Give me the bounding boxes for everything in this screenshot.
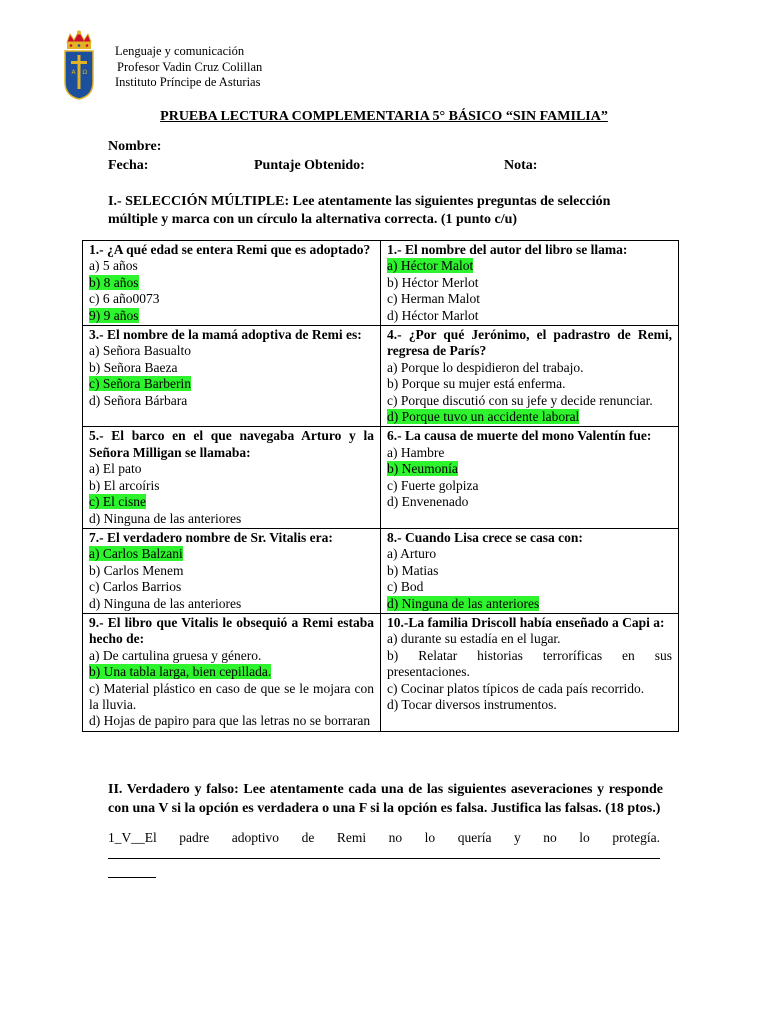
option-text[interactable]: a) Porque lo despidieron del trabajo. — [387, 359, 584, 375]
option-text[interactable]: b) Señora Baeza — [89, 359, 178, 375]
section1-text: Lee atentamente las siguientes preguntas de selección múltiple y marca con un círculo la alternativa correcta. (1 punto c/u) — [108, 194, 611, 227]
option-row — [387, 409, 672, 425]
option-text[interactable]: b) El arcoíris — [89, 477, 160, 493]
option-row — [387, 393, 672, 409]
highlighted-option[interactable]: 9) 9 años — [89, 307, 139, 323]
option-row — [89, 546, 374, 562]
tf-word: no — [543, 830, 557, 845]
option-text[interactable]: d) Señora Bárbara — [89, 392, 188, 408]
date-label: Fecha: — [108, 158, 149, 173]
highlighted-option[interactable]: a) Carlos Balzani — [89, 546, 183, 562]
option-row — [89, 258, 374, 274]
option-row — [89, 343, 374, 359]
question-cell — [381, 241, 679, 326]
option-text[interactable]: c) Bod — [387, 579, 424, 595]
answer-line — [108, 846, 660, 859]
question-text: 8.- Cuando Lisa crece se casa con: — [387, 529, 583, 545]
option-row — [387, 631, 672, 647]
multiple-choice-table — [82, 240, 679, 732]
option-text[interactable]: b) Relatar historias terroríficas en sus presentaciones. — [387, 647, 672, 680]
tf-word: quería — [457, 830, 492, 845]
question-cell — [83, 326, 381, 427]
option-text[interactable]: a) durante su estadía en el lugar. — [387, 631, 561, 647]
option-row — [89, 376, 374, 392]
option-text[interactable]: a) Hambre — [387, 444, 445, 460]
option-row — [89, 478, 374, 494]
grade-label: Nota: — [504, 158, 538, 173]
student-fields — [108, 137, 668, 175]
highlighted-option[interactable]: d) Ninguna de las anteriores — [387, 595, 540, 611]
option-row — [387, 648, 672, 681]
highlighted-option[interactable]: c) El cisne — [89, 494, 146, 510]
highlighted-option[interactable]: b) 8 años — [89, 274, 139, 290]
subject-line: Lenguaje y comunicación — [115, 44, 245, 58]
option-row — [89, 275, 374, 291]
option-text[interactable]: b) Carlos Menem — [89, 562, 184, 578]
tf-word: lo — [579, 830, 590, 845]
question-text: 5.- El barco en el que navegaba Arturo y la Señora Milligan se llamaba: — [89, 428, 374, 460]
option-row — [387, 478, 672, 494]
svg-text:A: A — [71, 69, 76, 76]
option-row — [89, 511, 374, 527]
teacher-line: Profesor Vadin Cruz Colillan — [117, 59, 263, 74]
option-row — [89, 713, 374, 729]
question-text: 1.- ¿A qué edad se entera Remi que es adoptado? — [89, 242, 371, 257]
option-row — [387, 563, 672, 579]
option-row — [387, 596, 672, 612]
option-text[interactable]: c) Carlos Barrios — [89, 579, 182, 595]
option-row — [89, 681, 374, 714]
option-row — [387, 445, 672, 461]
option-text[interactable]: c) Material plástico en caso de que se le mojara con la lluvia. — [89, 680, 374, 712]
option-row — [89, 494, 374, 510]
option-row — [89, 579, 374, 595]
tf-word: lo — [424, 830, 436, 845]
svg-text:Ω: Ω — [82, 69, 88, 76]
tf-word: de — [301, 830, 315, 845]
option-row — [387, 291, 672, 307]
question-text: 6.- La causa de muerte del mono Valentín fue: — [387, 428, 652, 444]
option-text[interactable]: c) Herman Malot — [387, 291, 480, 307]
asturias-crest-icon — [62, 30, 96, 100]
option-text[interactable]: a) 5 años — [89, 258, 138, 274]
school-header — [115, 44, 262, 91]
option-row — [387, 376, 672, 392]
question-row — [83, 613, 679, 731]
page-title: PRUEBA LECTURA COMPLEMENTARIA 5° BÁSICO “SIN FAMILIA” — [160, 109, 608, 124]
option-text[interactable]: d) Tocar diversos instrumentos. — [387, 696, 557, 712]
question-text: 9.- El libro que Vitalis le obsequió a Remi estaba hecho de: — [89, 614, 374, 647]
question-cell — [381, 613, 679, 731]
question-cell — [381, 528, 679, 613]
option-row — [89, 360, 374, 376]
highlighted-option[interactable]: a) Héctor Malot — [387, 258, 474, 274]
question-row — [83, 427, 679, 528]
option-row — [387, 360, 672, 376]
question-row — [83, 528, 679, 613]
option-row — [387, 681, 672, 697]
name-label: Nombre: — [108, 139, 162, 154]
option-row — [387, 494, 672, 510]
section2-instructions: II. Verdadero y falso: Lee atentamente cada una de las siguientes aseveraciones y responde con una V si la opción es verdadera o una F si la opción es falsa. Justifica las falsas. (18 ptos.) — [108, 782, 663, 816]
option-text[interactable]: b) Héctor Merlot — [387, 274, 479, 290]
option-row — [89, 563, 374, 579]
question-row — [83, 241, 679, 326]
question-cell — [83, 528, 381, 613]
true-false-item — [108, 829, 660, 878]
tf-statement — [108, 829, 660, 846]
question-text: 1.- El nombre del autor del libro se llama: — [387, 242, 628, 257]
option-text[interactable]: c) Porque discutió con su jefe y decide renunciar. — [387, 392, 653, 408]
question-text: 4.- ¿Por qué Jerónimo, el padrastro de Remi, regresa de París? — [387, 327, 672, 359]
option-row — [89, 291, 374, 307]
option-text[interactable]: b) Matias — [387, 562, 439, 578]
question-text: 10.-La familia Driscoll había enseñado a Capi a: — [387, 614, 665, 630]
option-text[interactable]: c) Cocinar platos típicos de cada país recorrido. — [387, 680, 645, 696]
highlighted-option[interactable]: d) Porque tuvo un accidente laboral — [387, 409, 580, 425]
tf-word: padre — [179, 830, 210, 845]
tf-word: no — [388, 830, 403, 845]
option-row — [89, 596, 374, 612]
option-row — [89, 393, 374, 409]
option-text[interactable]: a) De cartulina gruesa y género. — [89, 647, 262, 663]
option-row — [387, 697, 672, 713]
option-row — [387, 579, 672, 595]
option-text[interactable]: d) Ninguna de las anteriores — [89, 595, 242, 611]
question-cell — [381, 427, 679, 528]
option-text[interactable]: d) Héctor Marlot — [387, 307, 479, 323]
option-text[interactable]: a) Arturo — [387, 546, 437, 562]
question-text: 3.- El nombre de la mamá adoptiva de Remi es: — [89, 327, 362, 343]
question-row — [83, 326, 679, 427]
tf-word: Remi — [336, 830, 367, 845]
question-cell — [381, 326, 679, 427]
option-row — [387, 461, 672, 477]
question-cell — [83, 613, 381, 731]
question-cell — [83, 241, 381, 326]
option-text[interactable]: a) Señora Basualto — [89, 343, 191, 359]
tf-word: protegía. — [612, 830, 660, 845]
option-row — [387, 546, 672, 562]
question-cell — [83, 427, 381, 528]
highlighted-option[interactable]: c) Señora Barberin — [89, 376, 191, 392]
option-row — [89, 664, 374, 680]
answer-line-end — [108, 859, 156, 878]
option-row — [387, 308, 672, 324]
option-text[interactable]: c) 6 año0073 — [89, 291, 160, 307]
option-row — [89, 461, 374, 477]
option-text[interactable]: b) Porque su mujer está enferma. — [387, 376, 566, 392]
option-row — [387, 258, 672, 274]
score-label: Puntaje Obtenido: — [254, 158, 365, 173]
tf-word: y — [513, 830, 521, 845]
option-text[interactable]: d) Envenenado — [387, 494, 469, 510]
option-row — [89, 648, 374, 664]
option-text[interactable]: a) El pato — [89, 461, 142, 477]
tf-prefix: 1_V__El — [108, 830, 157, 845]
highlighted-option[interactable]: b) Una tabla larga, bien cepillada. — [89, 664, 272, 680]
option-row — [387, 275, 672, 291]
tf-word: adoptivo — [231, 830, 280, 845]
section1-instructions — [108, 193, 663, 229]
option-row — [89, 308, 374, 324]
highlighted-option[interactable]: b) Neumonía — [387, 461, 458, 477]
option-text[interactable]: d) Ninguna de las anteriores — [89, 510, 242, 526]
question-text: 7.- El verdadero nombre de Sr. Vitalis era: — [89, 529, 333, 545]
option-text[interactable]: c) Fuerte golpiza — [387, 477, 479, 493]
institute-line: Instituto Príncipe de Asturias — [115, 75, 261, 89]
section1-label: I.- SELECCIÓN MÚLTIPLE: — [108, 194, 290, 209]
option-text[interactable]: d) Hojas de papiro para que las letras no se borraran — [89, 713, 371, 729]
